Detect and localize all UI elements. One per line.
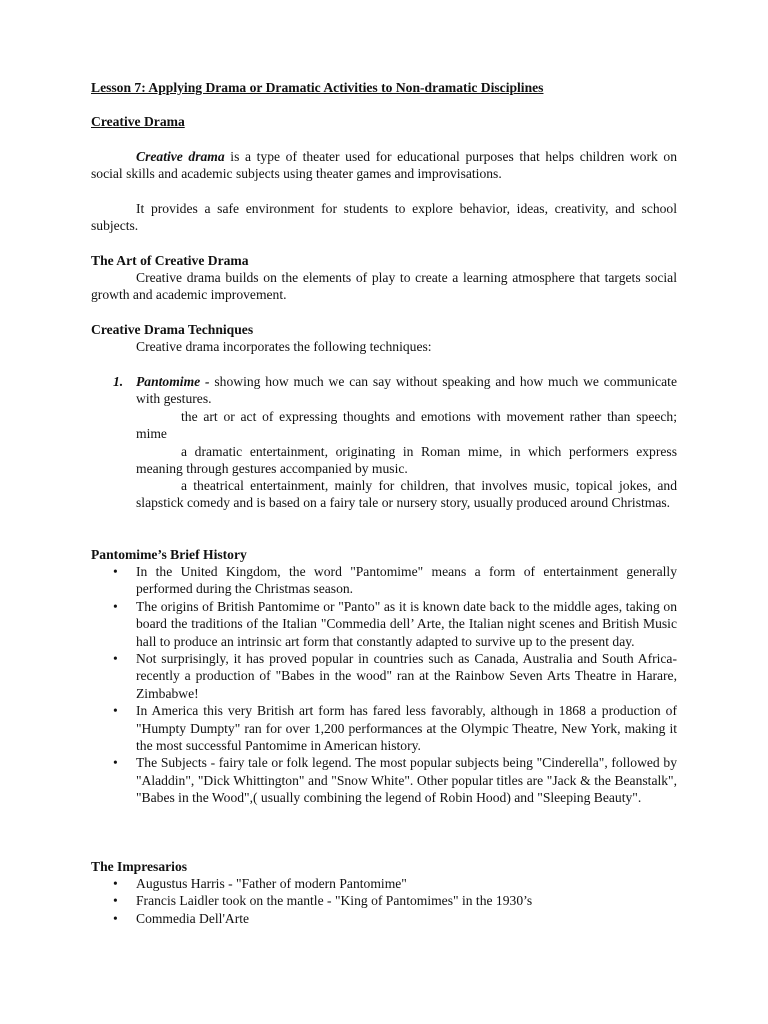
definition-3: a theatrical entertainment, mainly for children, that involves music, topical jokes, and slapstick comedy and is based on a fairy tale or nursery story, usually produced around Christmas. xyxy=(136,478,677,511)
bullet-icon: • xyxy=(113,876,118,891)
definition-2: a dramatic entertainment, originating in Roman mime, in which performers express meaning through gestures accompanied by music. xyxy=(136,444,677,477)
impresarios-list xyxy=(91,875,677,927)
list-item: • Augustus Harris - "Father of modern Pantomime" xyxy=(113,876,407,891)
heading-brief-history: Pantomime’s Brief History xyxy=(91,547,247,562)
list-item: • Francis Laidler took on the mantle - "King of Pantomimes" in the 1930’s xyxy=(113,893,533,909)
bullet-icon: • xyxy=(113,598,118,614)
technique-item-pantomime xyxy=(91,373,677,408)
list-item: • In America this very British art form has fared less favorably, although in 1868 a production of "Humpty Dumpty" ran for over 1,200 performances at the Olympic Theatre, New York, making it the most successful Pantomime in American history. xyxy=(113,703,677,754)
list-item: • In the United Kingdom, the word "Pantomime" means a form of entertainment generally performed during the Christmas season. xyxy=(113,564,677,597)
term-creative-drama: Creative drama xyxy=(136,149,225,164)
bullet-icon: • xyxy=(113,564,118,579)
term-pantomime: Pantomime - xyxy=(136,374,210,389)
list-item: • Commedia Dell'Arte xyxy=(113,910,250,926)
bullet-icon: • xyxy=(113,703,118,719)
list-item: • The Subjects - fairy tale or folk legend. The most popular subjects being "Cinderella", followed by "Aladdin", "Dick Whittington" and "Snow White". Other popular titles are "Jack & the Beanstalk", "Babes in the Wood",( usually combining the legend of Robin Hood) and "Sleeping Beauty". xyxy=(113,755,677,806)
bullet-icon: • xyxy=(113,651,118,667)
techniques-intro: Creative drama incorporates the following techniques: xyxy=(136,339,432,354)
heading-creative-drama: Creative Drama xyxy=(91,114,185,129)
list-number: 1. xyxy=(113,374,124,389)
lesson-title: Lesson 7: Applying Drama or Dramatic Activities to Non-dramatic Disciplines xyxy=(91,80,544,95)
paragraph-safe-environment: It provides a safe environment for students to explore behavior, ideas, creativity, and school subjects. xyxy=(91,201,677,234)
heading-techniques: Creative Drama Techniques xyxy=(91,322,254,337)
heading-art-of-creative-drama: The Art of Creative Drama xyxy=(91,253,249,268)
definition-1: the art or act of expressing thoughts and emotions with movement rather than speech; mime xyxy=(136,409,677,442)
paragraph-art-of-creative-drama: Creative drama builds on the elements of play to create a learning atmosphere that targets social growth and academic improvement. xyxy=(91,270,677,303)
bullet-icon: • xyxy=(113,893,118,909)
history-list xyxy=(91,563,677,807)
bullet-icon: • xyxy=(113,910,118,926)
pantomime-description: showing how much we can say without speaking and how much we communicate with gestures. xyxy=(136,374,677,407)
list-item: • The origins of British Pantomime or "Panto" as it is known date back to the middle ages, taking on board the traditions of the Italian "Commedia dell’ Arte, the Italian night scenes and British Music hall to produce an intrinsic art form that constantly adapted to survive up to the present day. xyxy=(113,598,677,649)
paragraph-creative-drama-definition xyxy=(91,148,677,183)
list-item: • Not surprisingly, it has proved popular in countries such as Canada, Australia and South Africa- recently a production of "Babes in the wood" ran at the Rainbow Seven Arts Theatre in Harare, Zimbabwe! xyxy=(113,651,677,701)
heading-impresarios: The Impresarios xyxy=(91,859,188,874)
creative-drama-definition-text: is a type of theater used for educational purposes that helps children work on social skills and academic subjects using theater games and improvisations. xyxy=(91,149,678,182)
bullet-icon: • xyxy=(113,755,118,771)
